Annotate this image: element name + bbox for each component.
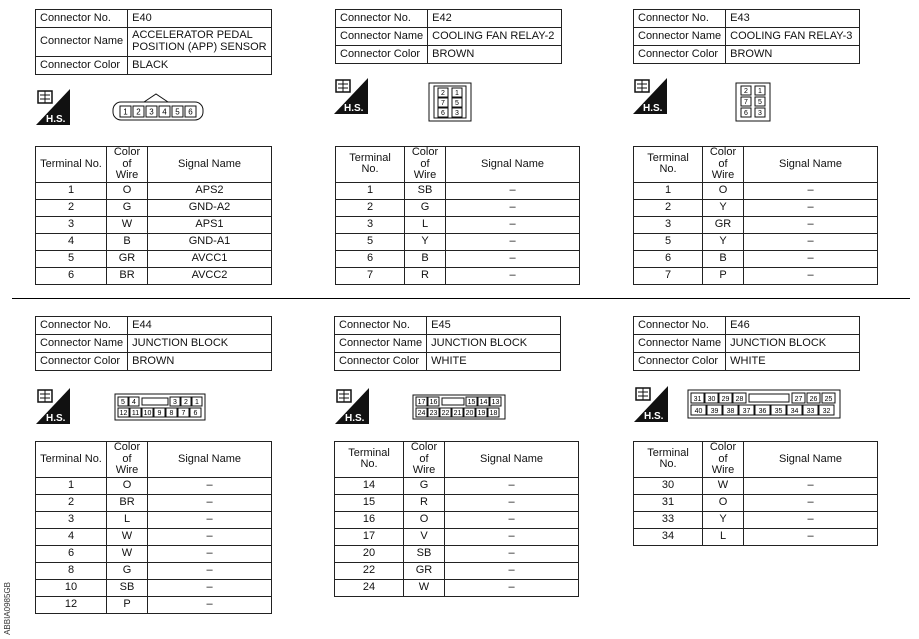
table-row — [634, 182, 878, 199]
table-row — [335, 562, 579, 579]
cell: GR — [703, 216, 744, 233]
cell: 8 — [36, 562, 107, 579]
cell: 6 — [36, 545, 107, 562]
cell: Y — [703, 199, 744, 216]
cell: 3 — [634, 216, 703, 233]
cell: 37 — [742, 408, 751, 415]
cell: R — [405, 267, 446, 284]
table-row — [36, 477, 272, 494]
cell: Y — [703, 511, 744, 528]
hs-icon — [334, 78, 368, 114]
connector-face-e42 — [426, 80, 474, 124]
cell: 39 — [710, 408, 719, 415]
connector-color: BROWN — [428, 46, 562, 64]
cell: 22 — [441, 410, 450, 417]
col-terminal: Terminal No. — [634, 442, 703, 478]
connector-color: WHITE — [726, 353, 860, 371]
cell: SB — [107, 579, 148, 596]
table-row — [36, 562, 272, 579]
table-row — [335, 545, 579, 562]
connector-no: E42 — [428, 10, 562, 28]
cell: AVCC1 — [148, 250, 272, 267]
cell: 5 — [121, 399, 125, 406]
cell: SB — [404, 545, 445, 562]
col-color: Color of Wire — [703, 442, 744, 478]
cell: 32 — [822, 408, 831, 415]
cell: Y — [703, 233, 744, 250]
cell: B — [107, 233, 148, 250]
table-row — [634, 250, 878, 267]
table-row — [634, 511, 878, 528]
cell: G — [405, 199, 446, 216]
connector-name-label: Connector Name — [336, 28, 428, 46]
cell: – — [744, 477, 878, 494]
cell: 6 — [634, 250, 703, 267]
cell: GR — [107, 250, 148, 267]
cell: – — [148, 494, 272, 511]
section-divider — [12, 298, 910, 299]
cell: 11 — [131, 410, 140, 417]
table-row — [36, 233, 272, 250]
cell: – — [148, 596, 272, 613]
table-row — [36, 250, 272, 267]
table-row — [335, 579, 579, 596]
cell: 26 — [809, 396, 818, 403]
cell: 6 — [36, 267, 107, 284]
cell: 1 — [36, 182, 107, 199]
connector-no-label: Connector No. — [336, 10, 428, 28]
hs-label: H.S. — [344, 103, 364, 114]
cell: 3 — [173, 399, 177, 406]
col-color: Color of Wire — [107, 442, 148, 478]
cell: 4 — [36, 233, 107, 250]
cell: O — [703, 182, 744, 199]
connector-no: E46 — [726, 317, 860, 335]
connector-no: E44 — [128, 317, 272, 335]
col-color: Color of Wire — [405, 147, 446, 183]
cell: O — [107, 477, 148, 494]
cell: – — [446, 250, 580, 267]
col-terminal: Terminal No. — [335, 442, 404, 478]
connector-color-label: Connector Color — [634, 46, 726, 64]
cell: – — [445, 579, 579, 596]
cell: – — [446, 182, 580, 199]
col-signal: Signal Name — [148, 442, 272, 478]
connector-no: E43 — [726, 10, 860, 28]
connector-name: JUNCTION BLOCK — [128, 335, 272, 353]
table-row — [335, 528, 579, 545]
col-signal: Signal Name — [148, 147, 272, 183]
cell: – — [744, 216, 878, 233]
cell: GND-A2 — [148, 199, 272, 216]
table-row — [335, 494, 579, 511]
cell: 28 — [735, 396, 744, 403]
pin-label: 5 — [455, 100, 459, 107]
connector-color-label: Connector Color — [634, 353, 726, 371]
table-row — [336, 216, 580, 233]
connector-no-label: Connector No. — [335, 317, 427, 335]
connector-name: JUNCTION BLOCK — [427, 335, 561, 353]
cell: 13 — [491, 399, 500, 406]
hs-label: H.S. — [644, 411, 664, 422]
cell: 14 — [479, 399, 488, 406]
cell: 12 — [119, 410, 128, 417]
cell: 5 — [634, 233, 703, 250]
cell: 35 — [774, 408, 783, 415]
table-row — [335, 477, 579, 494]
cell: O — [404, 511, 445, 528]
cell: O — [703, 494, 744, 511]
cell: – — [148, 562, 272, 579]
cell: G — [107, 562, 148, 579]
hs-label: H.S. — [643, 103, 663, 114]
connector-name-label: Connector Name — [634, 335, 726, 353]
cell: G — [404, 477, 445, 494]
pin-label: 2 — [441, 90, 445, 97]
col-terminal: Terminal No. — [634, 147, 703, 183]
connector-name-label: Connector Name — [335, 335, 427, 353]
table-row — [634, 528, 878, 545]
cell: – — [744, 267, 878, 284]
cell: – — [744, 199, 878, 216]
hs-icon — [634, 386, 668, 422]
cell: 16 — [335, 511, 404, 528]
cell: – — [148, 528, 272, 545]
table-row — [634, 216, 878, 233]
hs-icon — [36, 388, 70, 424]
cell: 34 — [790, 408, 799, 415]
table-row — [336, 233, 580, 250]
connector-name: ACCELERATOR PEDAL POSITION (APP) SENSOR — [128, 28, 272, 57]
pin-label: 7 — [441, 100, 445, 107]
col-signal: Signal Name — [744, 442, 878, 478]
connector-name: COOLING FAN RELAY-3 — [726, 28, 860, 46]
cell: 29 — [721, 396, 730, 403]
cell: – — [148, 545, 272, 562]
pin-label: 4 — [162, 107, 167, 117]
cell: 9 — [157, 410, 162, 417]
cell: 2 — [336, 199, 405, 216]
cell: W — [107, 545, 148, 562]
cell: L — [703, 528, 744, 545]
cell: 20 — [335, 545, 404, 562]
cell: P — [703, 267, 744, 284]
cell: 7 — [181, 410, 186, 417]
connector-color: WHITE — [427, 353, 561, 371]
cell: O — [107, 182, 148, 199]
pin-label: 2 — [136, 107, 141, 117]
cell: – — [744, 233, 878, 250]
table-row — [634, 233, 878, 250]
cell: 3 — [36, 511, 107, 528]
cell: – — [445, 477, 579, 494]
cell: 14 — [335, 477, 404, 494]
cell: – — [446, 267, 580, 284]
connector-color-label: Connector Color — [36, 353, 128, 371]
cell: – — [148, 511, 272, 528]
cell: GR — [404, 562, 445, 579]
cell: V — [404, 528, 445, 545]
table-row — [36, 216, 272, 233]
cell: – — [446, 216, 580, 233]
cell: P — [107, 596, 148, 613]
cell: 22 — [335, 562, 404, 579]
connector-e43-header — [633, 9, 860, 64]
cell: BR — [107, 267, 148, 284]
table-row — [634, 199, 878, 216]
cell: 33 — [806, 408, 815, 415]
pin-label: 2 — [744, 88, 748, 95]
cell: 18 — [489, 410, 498, 417]
cell: 38 — [726, 408, 735, 415]
connector-name: JUNCTION BLOCK — [726, 335, 860, 353]
table-row — [336, 199, 580, 216]
terminal-table-e44 — [35, 441, 272, 614]
table-row — [36, 579, 272, 596]
pin-label: 6 — [744, 110, 748, 117]
cell: – — [744, 528, 878, 545]
pin-label: 1 — [758, 88, 762, 95]
pin-label: 3 — [149, 107, 154, 117]
cell: 19 — [477, 410, 486, 417]
col-terminal: Terminal No. — [36, 147, 107, 183]
connector-name-label: Connector Name — [36, 28, 128, 57]
cell: Y — [405, 233, 446, 250]
cell: 1 — [195, 399, 199, 406]
cell: 40 — [694, 408, 703, 415]
table-row — [36, 545, 272, 562]
hs-label: H.S. — [46, 413, 66, 424]
col-color: Color of Wire — [703, 147, 744, 183]
connector-color: BROWN — [726, 46, 860, 64]
table-row — [36, 511, 272, 528]
cell: 15 — [335, 494, 404, 511]
hs-icon — [335, 388, 369, 424]
connector-color: BROWN — [128, 353, 272, 371]
table-row — [336, 250, 580, 267]
table-row — [36, 182, 272, 199]
connector-no: E45 — [427, 317, 561, 335]
connector-no-label: Connector No. — [634, 10, 726, 28]
hs-label: H.S. — [46, 114, 66, 125]
cell: 1 — [336, 182, 405, 199]
table-row — [36, 494, 272, 511]
cell: 17 — [335, 528, 404, 545]
cell: – — [744, 511, 878, 528]
cell: 6 — [193, 410, 198, 417]
connector-name: COOLING FAN RELAY-2 — [428, 28, 562, 46]
col-color: Color of Wire — [404, 442, 445, 478]
cell: 2 — [184, 399, 188, 406]
cell: AVCC2 — [148, 267, 272, 284]
cell: 34 — [634, 528, 703, 545]
connector-color-label: Connector Color — [335, 353, 427, 371]
cell: 24 — [417, 410, 426, 417]
cell: 33 — [634, 511, 703, 528]
cell: 4 — [132, 399, 136, 406]
cell: 1 — [634, 182, 703, 199]
connector-e42-header — [335, 9, 562, 64]
terminal-table-e42 — [335, 146, 580, 285]
cell: 21 — [453, 410, 462, 417]
cell: – — [445, 545, 579, 562]
connector-face-e40 — [112, 92, 204, 122]
table-row — [634, 477, 878, 494]
cell: 30 — [707, 396, 716, 403]
cell: 10 — [143, 410, 152, 417]
connector-face-e44 — [114, 393, 206, 421]
connector-e45-header — [334, 316, 561, 371]
cell: 16 — [429, 399, 438, 406]
connector-e40-header — [35, 9, 272, 75]
document-id: ABBIA0985GB — [3, 582, 12, 635]
connector-color: BLACK — [128, 57, 272, 75]
cell: – — [744, 494, 878, 511]
cell: 24 — [335, 579, 404, 596]
cell: – — [446, 199, 580, 216]
table-row — [634, 494, 878, 511]
pin-label: 5 — [758, 99, 762, 106]
table-row — [36, 267, 272, 284]
pin-label: 1 — [123, 107, 128, 117]
cell: – — [446, 233, 580, 250]
connector-no-label: Connector No. — [36, 10, 128, 28]
terminal-table-e46 — [633, 441, 878, 546]
cell: 17 — [417, 399, 426, 406]
cell: 5 — [36, 250, 107, 267]
connector-face-e45 — [412, 394, 506, 420]
cell: 3 — [336, 216, 405, 233]
cell: 12 — [36, 596, 107, 613]
pin-label: 3 — [758, 110, 762, 117]
cell: L — [405, 216, 446, 233]
terminal-table-e40 — [35, 146, 272, 285]
hs-label: H.S. — [345, 413, 365, 424]
table-row — [335, 511, 579, 528]
cell: APS1 — [148, 216, 272, 233]
table-row — [36, 596, 272, 613]
cell: BR — [107, 494, 148, 511]
cell: – — [445, 494, 579, 511]
table-row — [336, 182, 580, 199]
cell: 3 — [36, 216, 107, 233]
col-signal: Signal Name — [744, 147, 878, 183]
cell: SB — [405, 182, 446, 199]
pin-label: 6 — [188, 107, 193, 117]
col-color: Color of Wire — [107, 147, 148, 183]
pin-label: 7 — [744, 99, 748, 106]
connector-name-label: Connector Name — [36, 335, 128, 353]
connector-name-label: Connector Name — [634, 28, 726, 46]
cell: 30 — [634, 477, 703, 494]
cell: GND-A1 — [148, 233, 272, 250]
col-signal: Signal Name — [446, 147, 580, 183]
cell: 36 — [758, 408, 767, 415]
cell: 2 — [36, 199, 107, 216]
cell: W — [107, 528, 148, 545]
cell: B — [703, 250, 744, 267]
hs-icon — [633, 78, 667, 114]
connector-no-label: Connector No. — [634, 317, 726, 335]
pin-label: 1 — [455, 90, 459, 97]
cell: – — [445, 562, 579, 579]
cell: – — [445, 528, 579, 545]
table-row — [336, 267, 580, 284]
cell: 10 — [36, 579, 107, 596]
cell: APS2 — [148, 182, 272, 199]
col-terminal: Terminal No. — [36, 442, 107, 478]
cell: W — [404, 579, 445, 596]
terminal-table-e43 — [633, 146, 878, 285]
connector-e44-header — [35, 316, 272, 371]
cell: 7 — [336, 267, 405, 284]
pin-label: 3 — [455, 110, 459, 117]
cell: R — [404, 494, 445, 511]
cell: 1 — [36, 477, 107, 494]
pin-label: 5 — [175, 107, 180, 117]
cell: 5 — [336, 233, 405, 250]
cell: 2 — [36, 494, 107, 511]
cell: L — [107, 511, 148, 528]
connector-face-e43 — [733, 80, 773, 124]
connector-face-e46 — [687, 389, 841, 419]
cell: 8 — [169, 410, 174, 417]
cell: – — [445, 511, 579, 528]
col-signal: Signal Name — [445, 442, 579, 478]
cell: 4 — [36, 528, 107, 545]
cell: B — [405, 250, 446, 267]
table-row — [36, 528, 272, 545]
connector-no-label: Connector No. — [36, 317, 128, 335]
cell: 7 — [634, 267, 703, 284]
connector-color-label: Connector Color — [336, 46, 428, 64]
table-row — [36, 199, 272, 216]
cell: 27 — [794, 396, 803, 403]
cell: – — [148, 579, 272, 596]
connector-no: E40 — [128, 10, 272, 28]
cell: – — [744, 182, 878, 199]
cell: W — [703, 477, 744, 494]
terminal-table-e45 — [334, 441, 579, 597]
cell: 23 — [429, 410, 438, 417]
hs-icon — [36, 89, 70, 125]
cell: – — [148, 477, 272, 494]
cell: 31 — [634, 494, 703, 511]
connector-color-label: Connector Color — [36, 57, 128, 75]
cell: 20 — [465, 410, 474, 417]
cell: 2 — [634, 199, 703, 216]
cell: 31 — [693, 396, 702, 403]
cell: 6 — [336, 250, 405, 267]
cell: – — [744, 250, 878, 267]
cell: W — [107, 216, 148, 233]
cell: G — [107, 199, 148, 216]
cell: 25 — [824, 396, 833, 403]
pin-label: 6 — [441, 110, 445, 117]
table-row — [634, 267, 878, 284]
cell: 15 — [467, 399, 476, 406]
connector-e46-header — [633, 316, 860, 371]
col-terminal: Terminal No. — [336, 147, 405, 183]
